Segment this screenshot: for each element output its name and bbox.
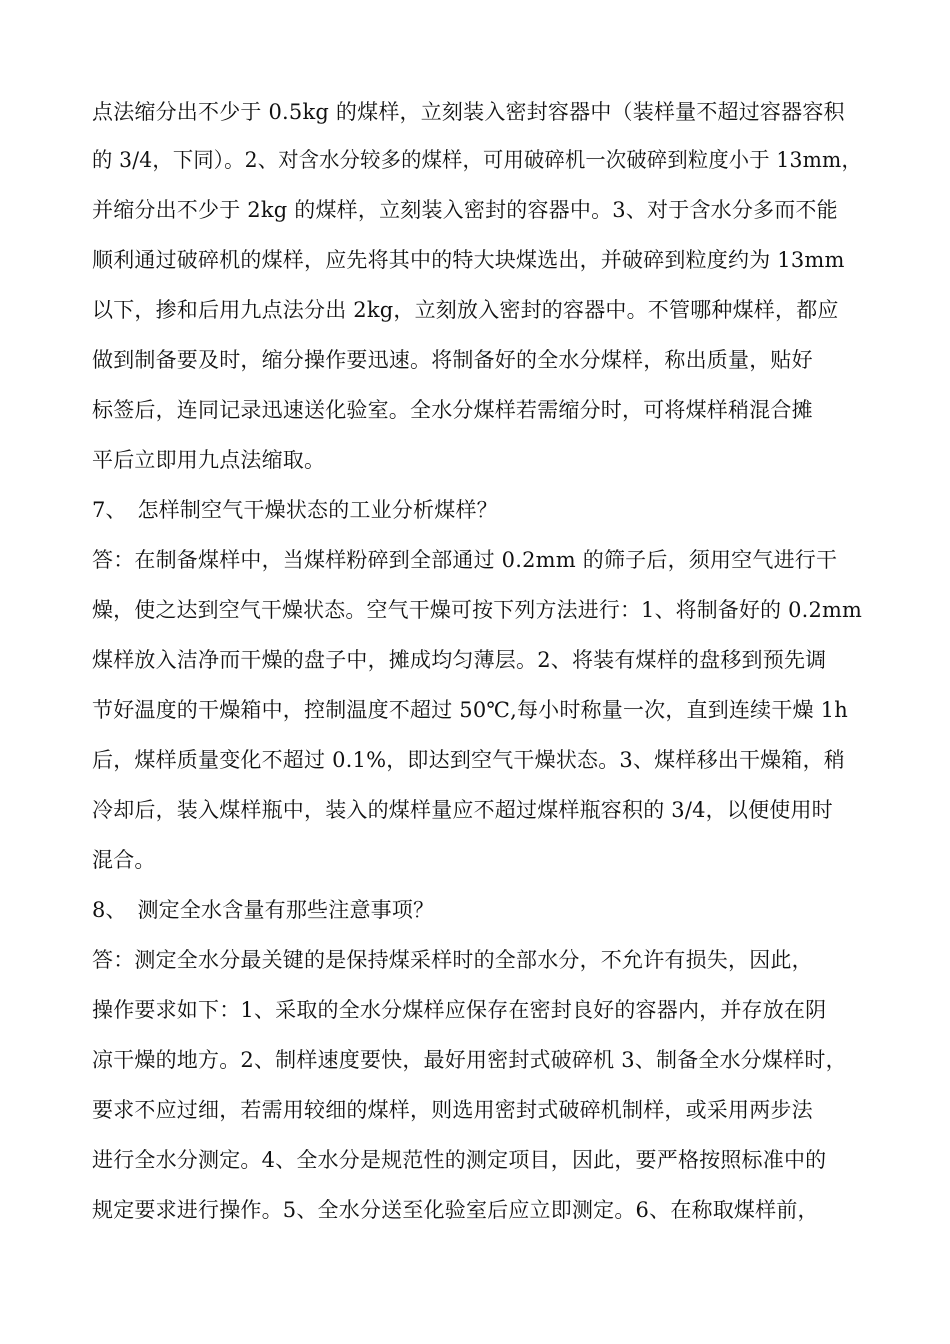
text-line-5: 以下，掺和后用九点法分出 2kg，立刻放入密封的容器中。不管哪种煤样，都应 [92, 298, 839, 322]
text-line-20: 凉干燥的地方。2、制样速度要快，最好用密封式破碎机 3、制备全水分煤样时， [92, 1048, 847, 1072]
question-8-heading: 8、 测定全水含量有那些注意事项？ [92, 898, 435, 922]
text-line-4: 顺利通过破碎机的煤样，应先将其中的特大块煤选出，并破碎到粒度约为 13mm [92, 248, 845, 272]
text-line-2: 的 3/4，下同）。2、对含水分较多的煤样，可用破碎机一次破碎到粒度小于 13mm， [92, 148, 862, 172]
text-line-7: 标签后，连同记录迅速送化验室。全水分煤样若需缩分时，可将煤样稍混合摊 [92, 398, 813, 422]
text-line-1: 点法缩分出不少于 0.5kg 的煤样，立刻装入密封容器中（装样量不超过容器容积 [92, 100, 845, 124]
text-line-11: 燥，使之达到空气干燥状态。空气干燥可按下列方法进行：1、将制备好的 0.2mm [92, 598, 863, 622]
text-line-8: 平后立即用九点法缩取。 [92, 448, 326, 472]
text-line-22: 进行全水分测定。4、全水分是规范性的测定项目，因此，要严格按照标准中的 [92, 1148, 827, 1172]
text-line-15: 冷却后，装入煤样瓶中，装入的煤样量应不超过煤样瓶容积的 3/4，以便使用时 [92, 798, 833, 822]
text-line-6: 做到制备要及时，缩分操作要迅速。将制备好的全水分煤样，称出质量，贴好 [92, 348, 813, 372]
text-line-13: 节好温度的干燥箱中，控制温度不超过 50℃,每小时称量一次，直到连续干燥 1h [92, 698, 848, 722]
text-line-16: 混合。 [92, 848, 156, 872]
text-line-18: 答：测定全水分最关键的是保持煤采样时的全部水分，不允许有损失，因此， [92, 948, 813, 972]
text-line-12: 煤样放入洁净而干燥的盘子中，摊成均匀薄层。2、将装有煤样的盘移到预先调 [92, 648, 827, 672]
text-line-10: 答：在制备煤样中，当煤样粉碎到全部通过 0.2mm 的筛子后，须用空气进行干 [92, 548, 838, 572]
question-7-heading: 7、 怎样制空气干燥状态的工业分析煤样？ [92, 498, 498, 522]
text-line-19: 操作要求如下：1、采取的全水分煤样应保存在密封良好的容器内，并存放在阴 [92, 998, 827, 1022]
text-line-23: 规定要求进行操作。5、全水分送至化验室后应立即测定。6、在称取煤样前， [92, 1198, 819, 1222]
text-line-3: 并缩分出不少于 2kg 的煤样，立刻装入密封的容器中。3、对于含水分多而不能 [92, 198, 838, 222]
text-line-14: 后，煤样质量变化不超过 0.1%，即达到空气干燥状态。3、煤样移出干燥箱，稍 [92, 748, 845, 772]
text-line-21: 要求不应过细，若需用较细的煤样，则选用密封式破碎机制样，或采用两步法 [92, 1098, 813, 1122]
